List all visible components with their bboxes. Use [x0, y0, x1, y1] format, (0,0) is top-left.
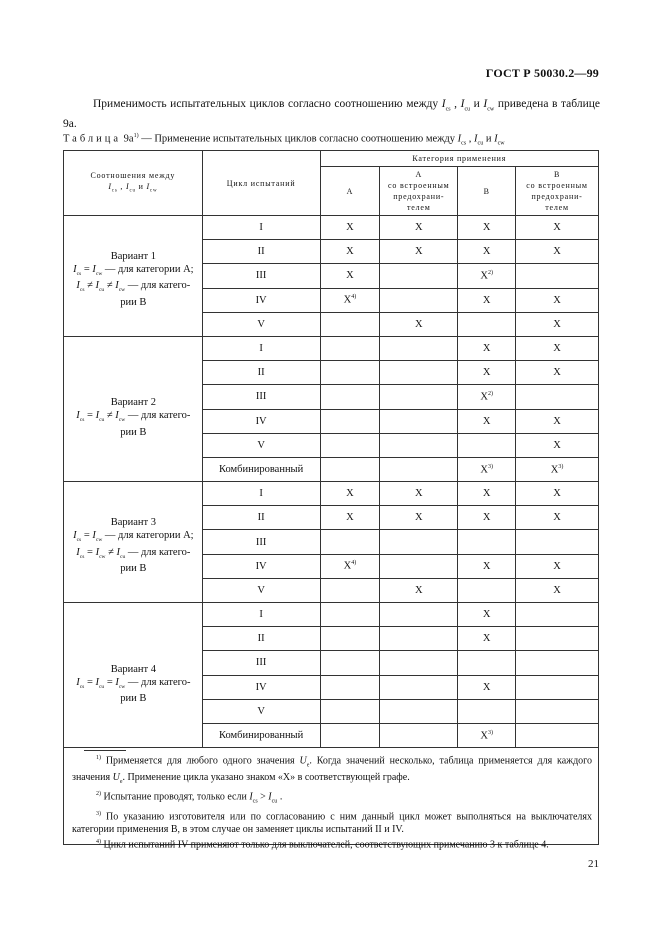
cycle-cell: I [202, 216, 320, 240]
cell-col-a-fuse [380, 675, 458, 699]
footnote-ref: 2) [487, 391, 493, 398]
cap-sym: I [457, 133, 462, 145]
cell-col-b-fuse [516, 627, 599, 651]
cycle-cell: III [202, 385, 320, 409]
cell-col-a: X [320, 216, 380, 240]
intro-paragraph [63, 97, 600, 132]
cap-sep: , [466, 133, 475, 145]
cap-sym: I [494, 133, 498, 145]
variant-cell [64, 216, 203, 337]
cell-col-a [320, 699, 380, 723]
cell-col-a: X [320, 506, 380, 530]
cell-col-b [458, 699, 516, 723]
cell-col-a [320, 385, 380, 409]
footnote-separator [84, 750, 126, 751]
cycle-cell: III [202, 530, 320, 554]
intro-sym: I [441, 98, 446, 110]
ratio-sep: и [135, 181, 147, 191]
cell-col-b: X [458, 288, 516, 312]
cell-col-b: X$^{2)}$ [458, 385, 516, 409]
cell-col-b: X [458, 240, 516, 264]
table-label: Таблица [63, 133, 122, 145]
footnote-ref: 4) [351, 294, 357, 301]
cell-col-b [458, 651, 516, 675]
cell-col-b: X [458, 603, 516, 627]
cycle-cell: II [202, 240, 320, 264]
table-row [64, 603, 599, 627]
intro-sym: I [483, 98, 488, 110]
cell-col-b-fuse [516, 675, 599, 699]
cycle-cell: V [202, 578, 320, 602]
header-col-b: В [458, 167, 516, 216]
cell-col-b-fuse: X [516, 216, 599, 240]
cell-col-b: X [458, 216, 516, 240]
footnote-ref: 4) [351, 560, 357, 567]
cell-col-a-fuse [380, 457, 458, 481]
cell-col-b: X$^{3)}$ [458, 723, 516, 747]
cell-col-a: X$^{4)}$ [320, 288, 380, 312]
cycle-cell: IV [202, 288, 320, 312]
variant-condition: $I_{cs} = I_{cw} \ne I_{cu}$ — для катего- [76, 546, 191, 560]
cell-col-a [320, 651, 380, 675]
cell-col-a-fuse: X [380, 240, 458, 264]
cell-col-a-fuse [380, 433, 458, 457]
cell-col-b: X [458, 482, 516, 506]
variant-condition: $I_{cs} \ne I_{cu} \ne I_{cw}$ — для катего- [76, 280, 191, 294]
footnote: $^{3)}$ По указанию изготовителя или по согласованию с ним данный цикл может выполняться на выключателях категории применения В, в этом случае он заменяет циклы испытаний II и IV. [72, 811, 592, 835]
cell-col-a-fuse: X [380, 578, 458, 602]
cell-col-b [458, 530, 516, 554]
footnote-ref: 2) [487, 270, 493, 277]
footnote-ref: 3) [558, 463, 564, 470]
variant-title: Вариант 3 [110, 517, 156, 529]
cycle-cell: I [202, 603, 320, 627]
cycle-cell: II [202, 506, 320, 530]
cell-col-a-fuse: X [380, 312, 458, 336]
cell-col-b-fuse: X [516, 288, 599, 312]
cell-col-b: X [458, 506, 516, 530]
cell-col-b-fuse: X$^{3)}$ [516, 457, 599, 481]
table-row [64, 482, 599, 506]
cycle-cell: Комбинированный [202, 723, 320, 747]
cell-col-a [320, 433, 380, 457]
cell-col-a [320, 627, 380, 651]
cell-col-b: X$^{3)}$ [458, 457, 516, 481]
cell-col-b-fuse: X [516, 554, 599, 578]
cycle-cell: V [202, 699, 320, 723]
cell-col-a [320, 603, 380, 627]
variant-condition: $I_{cs} = I_{cw}$ — для категории А; [73, 530, 194, 544]
cell-col-b-fuse: X [516, 409, 599, 433]
variant-condition: рии В [120, 296, 147, 308]
cell-col-b-fuse [516, 264, 599, 288]
footnote-ref: 3) [487, 463, 493, 470]
cell-col-a-fuse [380, 554, 458, 578]
footnote: $^{1)}$ Применяется для любого одного значения $U_e$. Когда значений несколько, таблица применяется для каждого значения $U_e$. Применение цикла указано знаком «Х» в соответствующей графе. [72, 755, 593, 785]
cell-col-a [320, 675, 380, 699]
table-row [64, 216, 599, 240]
cell-col-a [320, 457, 380, 481]
variant-title: Вариант 1 [110, 251, 156, 263]
header-col-a: А [320, 167, 380, 216]
footnote: $^{4)}$ Цикл испытаний IV применяют только для выключателей, соответствующих примечанию 3 к таблице 4. [96, 839, 549, 851]
cap-sep: и [483, 133, 495, 145]
cycle-cell: V [202, 312, 320, 336]
variant-condition: рии В [120, 692, 147, 704]
cell-col-b: X [458, 361, 516, 385]
cycle-cell: IV [202, 554, 320, 578]
table-body [64, 216, 599, 748]
cell-col-b: X [458, 627, 516, 651]
cell-col-b-fuse [516, 530, 599, 554]
cell-col-b: X [458, 675, 516, 699]
ratio-sym: I [125, 181, 130, 191]
cell-col-b-fuse: X [516, 433, 599, 457]
cell-col-b [458, 578, 516, 602]
cell-col-b [458, 312, 516, 336]
cell-col-b-fuse [516, 385, 599, 409]
ratio-sym: I [108, 181, 112, 191]
intro-text: приведена в таблице 9а. [63, 98, 600, 131]
cell-col-a [320, 578, 380, 602]
page-number: 21 [588, 858, 599, 870]
cell-col-a-fuse [380, 264, 458, 288]
cycle-cell: II [202, 361, 320, 385]
header-col-b-fuse: В со встроенным предохрани- телем [516, 167, 599, 216]
cap-sub: cw [497, 140, 505, 147]
cell-col-a-fuse: X [380, 506, 458, 530]
cell-col-a [320, 409, 380, 433]
header-ratio-label: Соотношения между [90, 170, 176, 180]
cap-sub: cu [477, 140, 484, 147]
cycle-cell: II [202, 627, 320, 651]
cell-col-b: X [458, 554, 516, 578]
table-caption [63, 133, 505, 147]
ratio-sep: , [117, 181, 126, 191]
cell-col-b-fuse: X [516, 240, 599, 264]
ratio-sub: cw [149, 188, 158, 194]
ratio-sub: cs [111, 188, 118, 194]
cell-col-b-fuse: X [516, 312, 599, 336]
intro-sym: I [460, 98, 465, 110]
cycle-cell: IV [202, 675, 320, 699]
intro-text: Применимость испытательных циклов согласно соотношению между [93, 98, 442, 110]
cell-col-b: X$^{2)}$ [458, 264, 516, 288]
cell-col-b: X [458, 336, 516, 360]
ratio-sub: cu [129, 188, 136, 194]
cell-col-b-fuse [516, 603, 599, 627]
variant-cell [64, 603, 203, 748]
ratio-sym: I [146, 181, 150, 191]
cell-col-b-fuse: X [516, 578, 599, 602]
cell-col-a-fuse [380, 699, 458, 723]
cell-col-a: X$^{4)}$ [320, 554, 380, 578]
cell-col-b: X [458, 409, 516, 433]
footnote-list [72, 752, 592, 852]
cell-col-a: X [320, 482, 380, 506]
cell-col-a: X [320, 240, 380, 264]
cycle-cell: III [202, 264, 320, 288]
table-number: 9а [123, 133, 134, 145]
cell-col-a [320, 312, 380, 336]
cell-col-b-fuse [516, 699, 599, 723]
cap-sub: cs [461, 140, 467, 147]
cycle-cell: I [202, 336, 320, 360]
cell-col-a [320, 336, 380, 360]
footnotes [63, 738, 599, 851]
cell-col-a-fuse [380, 651, 458, 675]
table-title: — Применение испытательных циклов согласно соотношению между [138, 133, 458, 145]
footnote-ref: 3) [487, 729, 493, 736]
cell-col-a-fuse [380, 361, 458, 385]
cell-col-a [320, 530, 380, 554]
cell-col-b [458, 433, 516, 457]
cell-col-b-fuse: X [516, 361, 599, 385]
table-row [64, 336, 599, 360]
variant-title: Вариант 2 [110, 397, 156, 409]
intro-sub: cs [445, 106, 451, 113]
cell-col-b-fuse: X [516, 506, 599, 530]
cycle-cell: III [202, 651, 320, 675]
variant-cell [64, 482, 203, 603]
cycle-cell: Комбинированный [202, 457, 320, 481]
footnote: $^{2)}$ Испытание проводят, только если $I_{cs} > I_{cu}$ . [96, 791, 283, 805]
cell-col-a-fuse [380, 385, 458, 409]
cycle-cell: I [202, 482, 320, 506]
header-category: Категория применения [320, 151, 598, 167]
variant-condition: рии В [120, 562, 147, 574]
intro-sub: cu [464, 106, 471, 113]
variant-condition: рии В [120, 426, 147, 438]
header-col-a-fuse: А со встроенным предохрани- телем [380, 167, 458, 216]
cell-col-a-fuse [380, 336, 458, 360]
cell-col-b-fuse: X [516, 482, 599, 506]
table-note-ref: 1) [133, 133, 139, 139]
cell-col-a-fuse [380, 627, 458, 651]
test-cycles-table [63, 150, 599, 748]
variant-condition: $I_{cs} = I_{cw}$ — для категории А; [73, 264, 194, 278]
header-cycle: Цикл испытаний [202, 151, 320, 216]
intro-sep: и [470, 98, 484, 110]
cell-col-a-fuse [380, 288, 458, 312]
cell-col-b-fuse: X [516, 336, 599, 360]
intro-sep: , [450, 98, 461, 110]
cell-col-a-fuse: X [380, 216, 458, 240]
intro-sub: cw [487, 106, 495, 113]
cell-col-a: X [320, 264, 380, 288]
cell-col-a-fuse [380, 530, 458, 554]
header-ratio [64, 151, 203, 216]
cell-col-a [320, 361, 380, 385]
cell-col-a-fuse: X [380, 482, 458, 506]
cycle-cell: V [202, 433, 320, 457]
cell-col-a-fuse [380, 603, 458, 627]
variant-condition: $I_{cs} = I_{cu} = I_{cw}$ — для катего- [76, 676, 191, 690]
variant-title: Вариант 4 [110, 663, 156, 675]
variant-cell [64, 336, 203, 481]
cycle-cell: IV [202, 409, 320, 433]
cell-col-b-fuse [516, 651, 599, 675]
document-code: ГОСТ Р 50030.2—99 [485, 66, 599, 80]
cap-sym: I [474, 133, 478, 145]
cell-col-a-fuse [380, 409, 458, 433]
variant-condition: $I_{cs} = I_{cu} \ne I_{cw}$ — для катего- [76, 410, 191, 424]
